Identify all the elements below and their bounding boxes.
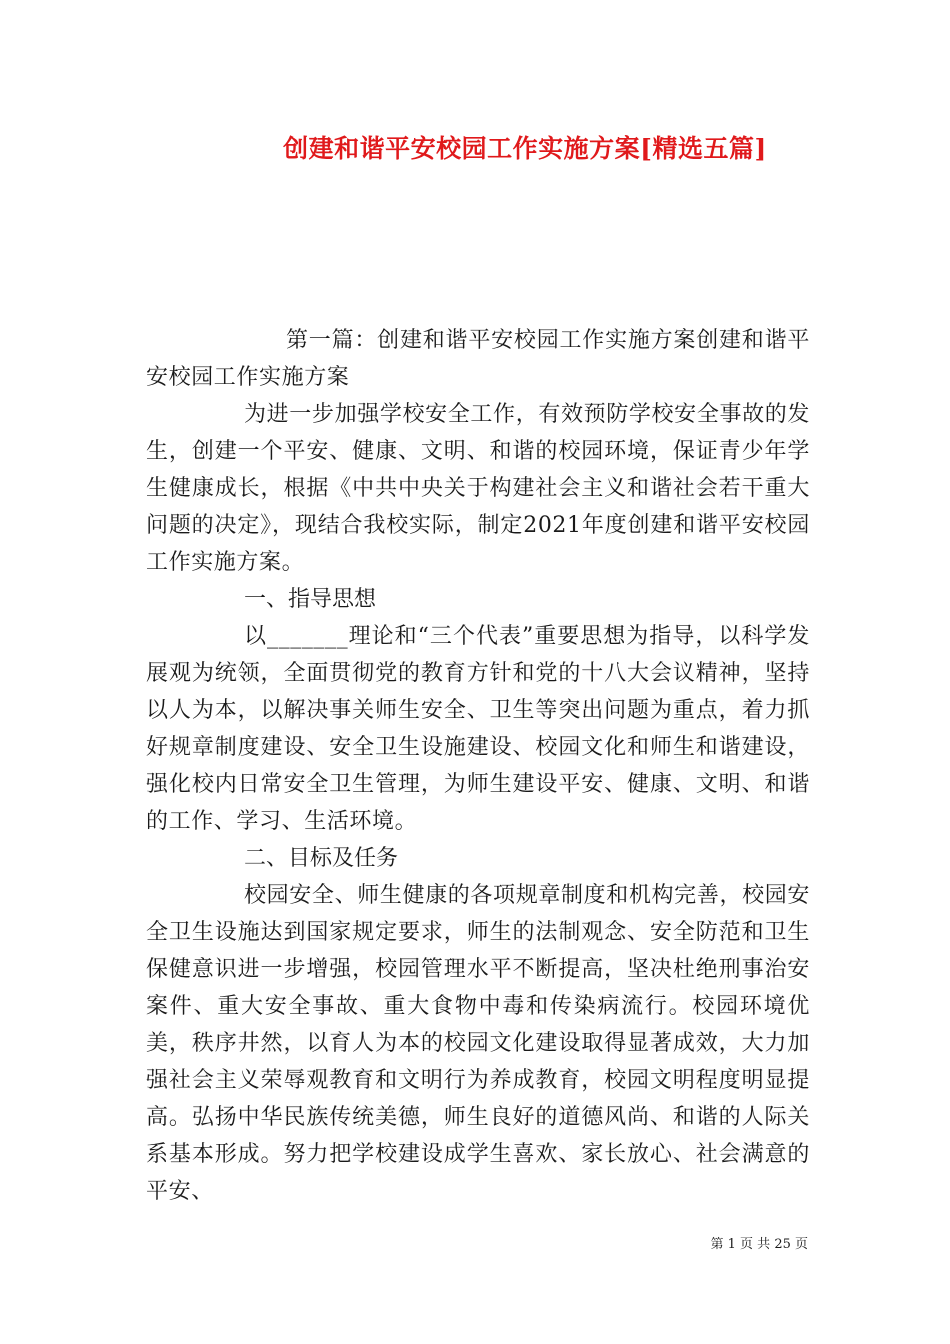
document-body <box>146 322 810 1210</box>
section-heading-goals: 二、目标及任务 <box>244 846 399 871</box>
page-number: 第 1 页 共 25 页 <box>710 1237 808 1252</box>
document-title: 创建和谐平安校园工作实施方案[精选五篇] <box>283 134 767 163</box>
paragraph-intro: 为进一步加强学校安全工作，有效预防学校安全事故的发生，创建一个平安、健康、文明、和谐的校园环境，保证青少年学生健康成长，根据《中共中央关于构建社会主义和谐社会若干重大问题的决定》，现结合我校实际，制定2021年度创建和谐平安校园工作实施方案。 <box>146 402 810 575</box>
paragraph-guiding-ideology: 以_______理论和“三个代表”重要思想为指导，以科学发展观为统领，全面贯彻党的教育方针和党的十八大会议精神，坚持以人为本，以解决事关师生安全、卫生等突出问题为重点，着力抓好规章制度建设、安全卫生设施建设、校园文化和师生和谐建设，强化校内日常安全卫生管理，为师生建设平安、健康、文明、和谐的工作、学习、生活环境。 <box>146 624 810 834</box>
paragraph-goals: 校园安全、师生健康的各项规章制度和机构完善，校园安全卫生设施达到国家规定要求，师生的法制观念、安全防范和卫生保健意识进一步增强，校园管理水平不断提高，坚决杜绝刑事治安案件、重大安全事故、重大食物中毒和传染病流行。校园环境优美，秩序井然，以育人为本的校园文化建设取得显著成效，大力加强社会主义荣辱观教育和文明行为养成教育，校园文明程度明显提高。弘扬中华民族传统美德，师生良好的道德风尚、和谐的人际关系基本形成。努力把学校建设成学生喜欢、家长放心、社会满意的平安、 <box>146 883 810 1204</box>
paragraph-chapter-heading: 第一篇：创建和谐平安校园工作实施方案创建和谐平安校园工作实施方案 <box>146 328 810 390</box>
section-heading-guiding-ideology: 一、指导思想 <box>244 587 377 612</box>
